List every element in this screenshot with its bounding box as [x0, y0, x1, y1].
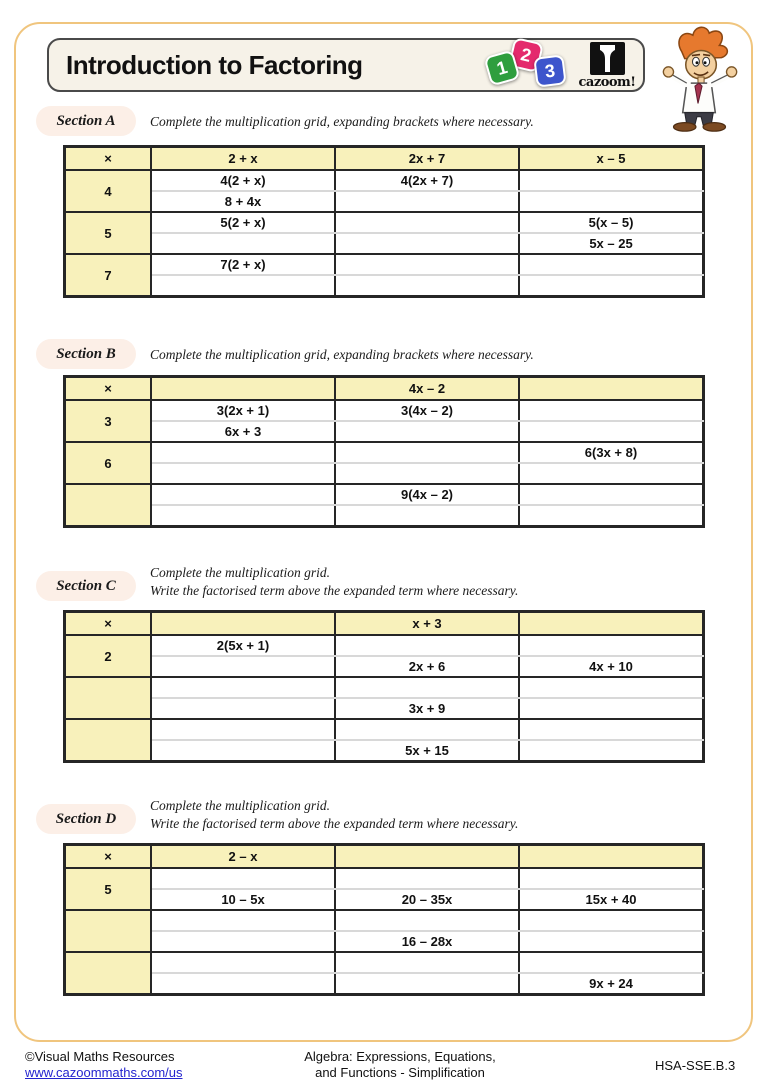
grid-col-header: 4x – 2: [335, 377, 519, 400]
grid-cell: [335, 952, 519, 973]
grid-row-header: 5: [65, 868, 151, 910]
grid-row-header: 7: [65, 254, 151, 296]
section-d-instruction: [150, 797, 518, 832]
grid-cell: [519, 635, 703, 656]
grid-cell: [151, 740, 335, 761]
grid-cell: [335, 463, 519, 484]
grid-col-header: [335, 845, 519, 868]
grid-cell: [335, 191, 519, 212]
grid-cell: 4(2 + x): [151, 170, 335, 191]
grid-cell: [519, 677, 703, 698]
cazoom-hourglass-icon: [590, 42, 625, 75]
grid-row-header: 5: [65, 212, 151, 254]
grid-cell: [519, 191, 703, 212]
grid-cell: [519, 254, 703, 275]
grid-cell: [151, 233, 335, 254]
grid-cell: [151, 719, 335, 740]
grid-cell: 10 – 5x: [151, 889, 335, 910]
grid-cell: 5(x – 5): [519, 212, 703, 233]
grid-row-header: [65, 677, 151, 719]
grid-cell: 3(4x – 2): [335, 400, 519, 421]
grid-cell: [519, 931, 703, 952]
grid-cell: [151, 952, 335, 973]
grid-cell: 3(2x + 1): [151, 400, 335, 421]
grid-cell: [335, 233, 519, 254]
grid-col-header: [151, 612, 335, 635]
grid-row-header: 3: [65, 400, 151, 442]
grid-col-header: [151, 377, 335, 400]
section-c-label: Section C: [36, 571, 136, 601]
grid-cell: 2x + 6: [335, 656, 519, 677]
grid-cell: [151, 656, 335, 677]
footer-topic-line2: and Functions - Simplification: [315, 1065, 485, 1080]
grid-row-header: [65, 719, 151, 761]
grid-cell: [151, 677, 335, 698]
grid-cell: [335, 212, 519, 233]
grid-cell: 9(4x – 2): [335, 484, 519, 505]
grid-row-header: 6: [65, 442, 151, 484]
grid-col-header: x + 3: [335, 612, 519, 635]
grid-cell: [335, 677, 519, 698]
instruction-line: Complete the multiplication grid.: [150, 798, 330, 813]
number-tile-2-icon: 2: [508, 37, 544, 73]
grid-col-header: [519, 612, 703, 635]
grid-cell: 4x + 10: [519, 656, 703, 677]
section-b-label: Section B: [36, 339, 136, 369]
grid-cell: [519, 698, 703, 719]
grid-cell: [151, 275, 335, 296]
grid-col-header: 2 – x: [151, 845, 335, 868]
grid-row-header: [65, 910, 151, 952]
grid-cell: 20 – 35x: [335, 889, 519, 910]
grid-col-header: [519, 845, 703, 868]
grid-cell: [519, 952, 703, 973]
grid-cell: [519, 170, 703, 191]
section-c-grid: [63, 610, 705, 763]
number-tile-3-icon: 3: [533, 54, 566, 87]
grid-row-header: 2: [65, 635, 151, 677]
footer-copyright: ©Visual Maths Resources: [25, 1049, 175, 1064]
grid-cell: [519, 463, 703, 484]
instruction-line: Complete the multiplication grid.: [150, 565, 330, 580]
grid-cell: [335, 973, 519, 994]
grid-cell: [519, 400, 703, 421]
grid-cell: [519, 505, 703, 526]
section-b-instruction: Complete the multiplication grid, expanding brackets where necessary.: [150, 347, 534, 362]
footer-left: [25, 1049, 183, 1081]
grid-cell: 9x + 24: [519, 973, 703, 994]
section-b-grid: [63, 375, 705, 528]
footer-url-link[interactable]: www.cazoommaths.com/us: [25, 1065, 183, 1080]
grid-cell: 15x + 40: [519, 889, 703, 910]
grid-cell: 8 + 4x: [151, 191, 335, 212]
grid-cell: [519, 910, 703, 931]
grid-col-header: 2x + 7: [335, 147, 519, 170]
grid-cell: 5x + 15: [335, 740, 519, 761]
grid-cell: [519, 740, 703, 761]
grid-cell: 6(3x + 8): [519, 442, 703, 463]
cazoom-logo: [577, 42, 637, 90]
number-tile-1-icon: 1: [483, 49, 520, 86]
instruction-line: Write the factorised term above the expanded term where necessary.: [150, 815, 519, 831]
grid-cell: [151, 973, 335, 994]
grid-row-header: 4: [65, 170, 151, 212]
grid-cell: 5x – 25: [519, 233, 703, 254]
section-a-instruction: Complete the multiplication grid, expanding brackets where necessary.: [150, 114, 534, 129]
grid-cell: [151, 931, 335, 952]
grid-cell: [519, 275, 703, 296]
grid-row-header: [65, 952, 151, 994]
grid-cell: [151, 463, 335, 484]
grid-col-header: 2 + x: [151, 147, 335, 170]
section-d-grid: [63, 843, 705, 996]
grid-cell: [335, 421, 519, 442]
grid-cell: 5(2 + x): [151, 212, 335, 233]
grid-cell: [151, 698, 335, 719]
page-title: Introduction to Factoring: [66, 50, 363, 80]
grid-cell: [151, 484, 335, 505]
grid-cell: 16 – 28x: [335, 931, 519, 952]
grid-cell: [335, 254, 519, 275]
grid-cell: 3x + 9: [335, 698, 519, 719]
instruction-line: Write the factorised term above the expanded term where necessary.: [150, 582, 519, 598]
grid-cell: [519, 868, 703, 889]
grid-corner: ×: [65, 845, 151, 868]
grid-cell: [151, 505, 335, 526]
grid-corner: ×: [65, 147, 151, 170]
footer-topic-line1: Algebra: Expressions, Equations,: [304, 1049, 496, 1064]
grid-cell: [151, 868, 335, 889]
section-d-label: Section D: [36, 804, 136, 834]
grid-corner: ×: [65, 612, 151, 635]
grid-cell: [519, 484, 703, 505]
footer-standard-code: HSA-SSE.B.3: [655, 1058, 736, 1073]
section-c-instruction: [150, 564, 518, 599]
grid-corner: ×: [65, 377, 151, 400]
grid-cell: [335, 505, 519, 526]
grid-cell: [335, 719, 519, 740]
grid-col-header: x – 5: [519, 147, 703, 170]
footer-topic: [230, 1049, 570, 1081]
grid-cell: [335, 442, 519, 463]
section-a-grid: [63, 145, 705, 298]
grid-cell: [519, 421, 703, 442]
grid-cell: [151, 910, 335, 931]
grid-cell: 6x + 3: [151, 421, 335, 442]
brand-name: cazoom!: [578, 75, 636, 90]
grid-col-header: [519, 377, 703, 400]
grid-cell: 2(5x + 1): [151, 635, 335, 656]
grid-cell: [335, 635, 519, 656]
grid-cell: [151, 442, 335, 463]
mascot-illustration: [648, 24, 750, 132]
grid-cell: [519, 719, 703, 740]
section-a-label: Section A: [36, 106, 136, 136]
grid-row-header: [65, 484, 151, 526]
grid-cell: [335, 868, 519, 889]
grid-cell: 7(2 + x): [151, 254, 335, 275]
grid-cell: 4(2x + 7): [335, 170, 519, 191]
grid-cell: [335, 275, 519, 296]
grid-cell: [335, 910, 519, 931]
